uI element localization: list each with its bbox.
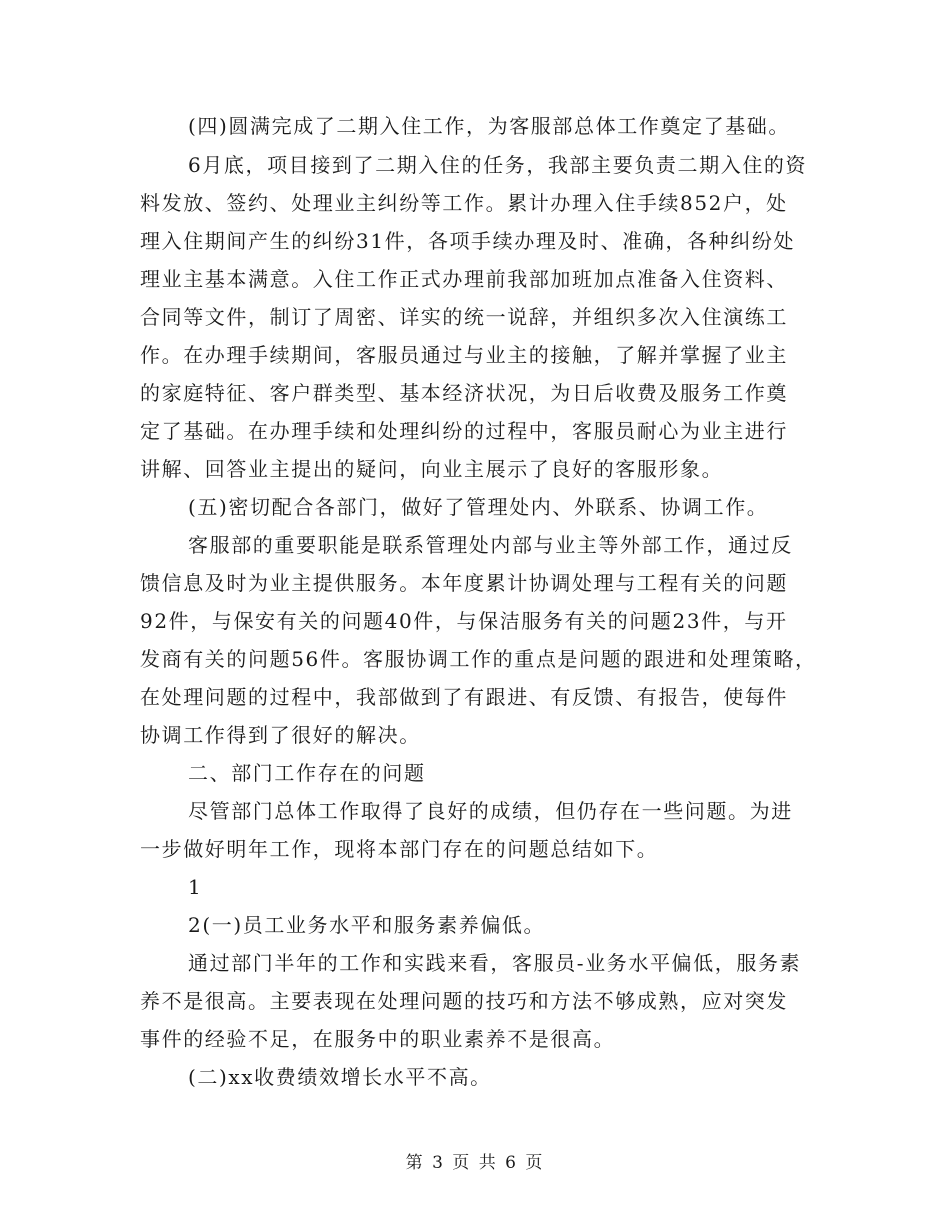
text-line: 养不是很高。主要表现在处理问题的技巧和方法不够成熟，应对突发 [140, 989, 788, 1013]
text-line: 尽管部门总体工作取得了良好的成绩，但仍存在一些问题。为进 [188, 799, 793, 823]
text-line: 协调工作得到了很好的解决。 [140, 723, 421, 747]
text-line: 料发放、签约、处理业主纠纷等工作。累计办理入住手续852户，处 [140, 191, 788, 215]
text-line: 1 [188, 875, 203, 899]
text-line: 客服部的重要职能是联系管理处内部与业主等外部工作，通过反 [188, 533, 793, 557]
text-line: 合同等文件，制订了周密、详实的统一说辞，并组织多次入住演练工 [140, 305, 788, 329]
text-line: 定了基础。在办理手续和处理纠纷的过程中，客服员耐心为业主进行 [140, 419, 788, 443]
text-line: 2(一)员工业务水平和服务素养偏低。 [188, 913, 546, 937]
text-line: 6月底，项目接到了二期入住的任务，我部主要负责二期入住的资 [188, 153, 808, 177]
text-line: (四)圆满完成了二期入住工作，为客服部总体工作奠定了基础。 [188, 114, 791, 138]
text-line: (五)密切配合各部门，做好了管理处内、外联系、协调工作。 [188, 495, 769, 519]
text-line: 讲解、回答业主提出的疑问，向业主展示了良好的客服形象。 [140, 457, 724, 481]
text-line: 通过部门半年的工作和实践来看，客服员-业务水平偏低，服务素 [188, 951, 802, 975]
page-footer: 第 3 页 共 6 页 [405, 1153, 545, 1173]
text-line: 的家庭特征、客户群类型、基本经济状况，为日后收费及服务工作奠 [140, 381, 788, 405]
section-heading: 二、部门工作存在的问题 [188, 761, 426, 785]
text-line: 理业主基本满意。入住工作正式办理前我部加班加点准备入住资料、 [140, 267, 788, 291]
text-line: 发商有关的问题56件。客服协调工作的重点是问题的跟进和处理策略， [140, 647, 817, 671]
text-line: 在处理问题的过程中，我部做到了有跟进、有反馈、有报告，使每件 [140, 685, 788, 709]
text-line: 作。在办理手续期间，客服员通过与业主的接触，了解并掌握了业主 [140, 343, 788, 367]
text-line: 理入住期间产生的纠纷31件，各项手续办理及时、准确，各种纠纷处 [140, 229, 796, 253]
text-line: 馈信息及时为业主提供服务。本年度累计协调处理与工程有关的问题 [140, 571, 788, 595]
text-line: (二)xx收费绩效增长水平不高。 [188, 1065, 492, 1089]
text-line: 事件的经验不足，在服务中的职业素养不是很高。 [140, 1027, 616, 1051]
text-line: 一步做好明年工作，现将本部门存在的问题总结如下。 [140, 837, 659, 861]
text-line: 92件，与保安有关的问题40件，与保洁服务有关的问题23件，与开 [140, 609, 788, 633]
